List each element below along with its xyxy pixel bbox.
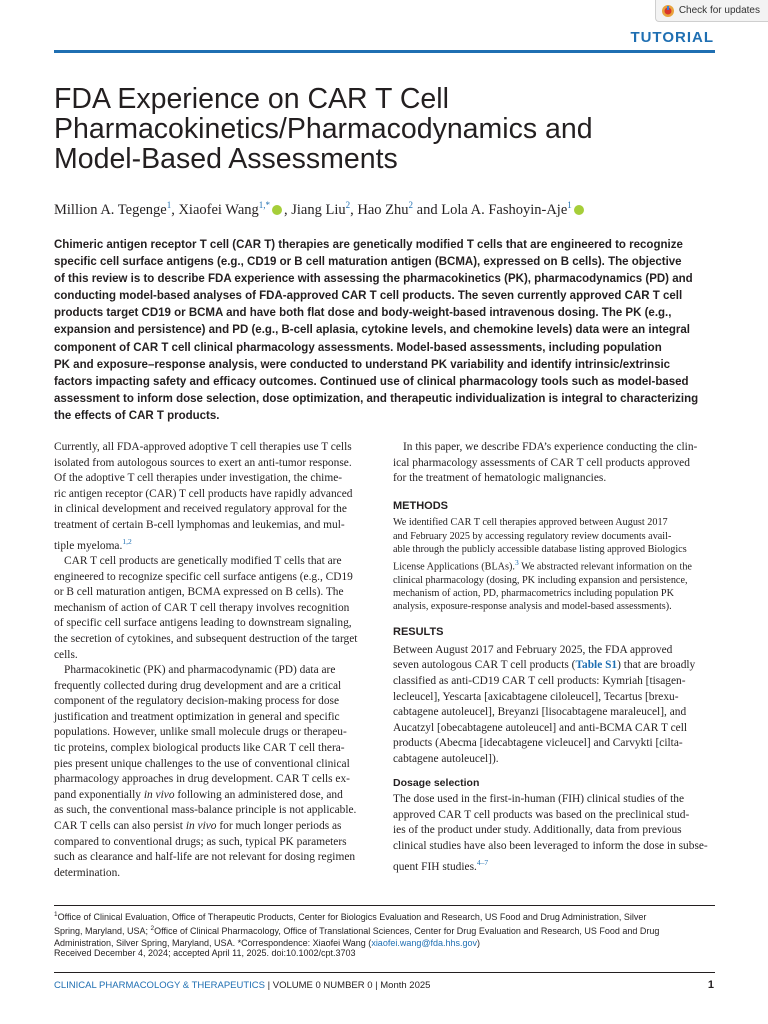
body-line: clinical studies have also been leveraged to inform the dose in subse-	[393, 839, 708, 852]
author-affiliation[interactable]: 1,*	[258, 200, 271, 210]
body-line: Of the adoptive T cell therapies under investigation, the chime-	[54, 472, 343, 485]
author-name: Jiang Liu	[291, 201, 346, 218]
body-line: component of the regulatory decision-making process for dose	[54, 695, 339, 708]
page-number: 1	[707, 979, 714, 991]
author-affiliation[interactable]: 1	[567, 200, 572, 210]
body-line: cabtagene autoleucel], Breyanzi [lisocabtagene maraleucel], and	[393, 706, 687, 719]
body-line: such as clearance and half-life are not relevant for dosing regimen	[54, 851, 356, 864]
header-divider	[54, 50, 715, 53]
body-line: License Applications (BLAs).$^3$ We abstracted relevant information on the	[393, 557, 692, 573]
body-line: and February 2025 by accessing regulatory review documents avail-	[393, 530, 672, 542]
body-column-left	[54, 440, 376, 881]
body-line: mechanism of action of CAR T cell therapy involves recognition	[54, 601, 350, 614]
abstract	[54, 237, 716, 425]
issue-info: | VOLUME 0 NUMBER 0 | Month 2025	[265, 980, 431, 991]
body-line: tiple myeloma.$^{1,2}$	[54, 536, 132, 552]
author-name: Xiaofei Wang	[178, 201, 259, 218]
received-dates: Received December 4, 2024; accepted April 11, 2025. doi:10.1002/cpt.3703	[54, 948, 356, 958]
abstract-line: Chimeric antigen receptor T cell (CAR T) therapies are genetically modified T cells that are engineered to recognize	[54, 239, 683, 251]
author-affiliation[interactable]: 1	[166, 200, 172, 210]
body-line: We identified CAR T cell therapies approved between August 2017	[393, 517, 668, 529]
table-s1-link[interactable]: Table S1	[575, 659, 618, 672]
body-line: in clinical development and received regulatory approval for the	[54, 503, 347, 516]
body-line: engineered to recognize specific cell surface antigens (e.g., CD19	[54, 570, 353, 583]
abstract-line: assessment to inform dose selection, dose optimization, and therapeutic individualization is integral to characterizing	[54, 392, 699, 405]
body-line: products (Abecma [idecabtagene vicleucel] and Carvykti [cilta-	[393, 737, 683, 750]
body-line: of specific cell surface antigens leading to downstream signaling,	[54, 617, 352, 630]
author-list: Million A. Tegenge$^1$, Xiaofei Wang$^{1,*}$ , Jiang Liu$^2$, Hao Zhu$^2$ and Lola A. Fashoyin-Aje$^1$	[54, 200, 714, 219]
body-line: analysis, exposure-response analysis and model-based assessments).	[393, 600, 672, 612]
orcid-icon[interactable]	[574, 205, 584, 215]
author-name: Hao Zhu	[357, 201, 409, 218]
body-line: as such, the conventional mass-balance principle is not applicable.	[54, 804, 357, 817]
body-line: pharmacology approaches in drug development. CAR T cells ex-	[54, 773, 350, 786]
body-line: frequently collected during drug development and are a critical	[54, 679, 342, 692]
body-line: quent FIH studies.$^{4-7}$	[393, 857, 489, 873]
body-line: CAR T cell products are genetically modified T cells that are	[64, 554, 342, 567]
abstract-line: of this review is to describe FDA experience with assessing the pharmacokinetics (PK), pharmacodynamics (PD) and	[54, 273, 693, 286]
footnote-divider	[54, 905, 715, 906]
abstract-line: component of CAR T cell clinical pharmacology assessments. Model-based assessments, including population	[54, 341, 662, 354]
author-name: Lola A. Fashoyin-Aje	[441, 201, 568, 218]
author-affiliation[interactable]: 2	[345, 200, 351, 210]
title-line: Pharmacokinetics/Pharmacodynamics and	[54, 113, 593, 145]
body-line: CAR T cells can also persist in vivo for much longer periods as	[54, 820, 342, 833]
body-line: for the treatment of hematologic malignancies.	[393, 472, 607, 485]
body-line: lecleucel], Yescarta [axicabtagene ciloleucel], Tecartus [brexu-	[393, 690, 679, 703]
body-line: In this paper, we describe FDA’s experience conducting the clin-	[403, 441, 698, 453]
results-heading: RESULTS	[393, 626, 444, 639]
citation-link[interactable]: 1,2	[122, 536, 132, 546]
methods-heading: METHODS	[393, 499, 448, 512]
check-for-updates-label: Check for updates	[678, 5, 760, 16]
orcid-icon[interactable]	[272, 205, 282, 215]
body-line: able through the publicly accessible database listing approved Biologics	[393, 543, 687, 555]
abstract-line: conducting model-based analyses of FDA-approved CAR T cell products. The seven currently approved CAR T cell	[54, 290, 683, 303]
body-line: ies of the product under study. Additionally, data from previous	[393, 824, 682, 837]
body-line: treatment of certain B-cell lymphomas and leukemias, and mul-	[54, 518, 345, 531]
body-line: determination.	[54, 866, 121, 879]
body-line: Currently, all FDA-approved adoptive T cell therapies use T cells	[54, 441, 352, 453]
abstract-line: specific cell surface antigens (e.g., CD19 or B cell maturation antigen (BCMA), expressed on B cells). The objective	[54, 256, 682, 269]
body-line: clinical pharmacology (dosing, PK including expansion and persistence,	[393, 574, 688, 586]
abstract-line: the effects of CAR T products.	[54, 409, 220, 422]
body-line: tic proteins, complex biological products like CAR T cell thera-	[54, 742, 345, 755]
body-line: isolated from autologous sources to exert an anti-tumor response.	[54, 456, 352, 469]
title-line: Model-Based Assessments	[54, 143, 398, 175]
author-name: Million A. Tegenge	[54, 201, 167, 218]
abstract-line: factors impacting safety and efficacy outcomes. Continued use of clinical pharmacology tools such as model-based	[54, 375, 689, 388]
body-line: ric antigen receptor (CAR) T cell products have rapidly advanced	[54, 487, 353, 500]
body-line: seven autologous CAR T cell products (Table S1) that are broadly	[393, 659, 696, 672]
body-line: ical pharmacology assessments of CAR T cell products approved	[393, 456, 690, 469]
body-line: the secretion of cytokines, and subsequent destruction of the target	[54, 632, 358, 645]
body-line: pand exponentially in vivo following an administered dose, and	[54, 788, 343, 801]
dosage-selection-heading: Dosage selection	[393, 776, 480, 789]
body-column-right	[393, 440, 715, 875]
body-line: mechanism of action, PD, pharmacometrics including population PK	[393, 587, 674, 599]
body-line: populations. However, unlike small molecule drugs or therapeu-	[54, 726, 347, 739]
footer-divider	[54, 972, 715, 973]
abstract-line: products target CD19 or BCMA and have both flat dose and body-weight-based intravenous dosing. The PK (e.g.,	[54, 307, 672, 320]
body-line: or B cell maturation antigen, BCMA expressed on B cells). The	[54, 586, 344, 599]
citation-link[interactable]: 4–7	[476, 857, 489, 867]
abstract-line: expansion and persistence) and PD (e.g., B-cell aplasia, cytokine levels, and chemokine levels) data were an integral	[54, 324, 690, 337]
body-line: Pharmacokinetic (PK) and pharmacodynamic (PD) data are	[64, 664, 336, 677]
journal-footer	[54, 980, 430, 991]
journal-name: CLINICAL PHARMACOLOGY & THERAPEUTICS	[54, 980, 265, 991]
check-for-updates-button[interactable]	[655, 0, 768, 22]
abstract-line: PK and exposure–response analysis, were conducted to understand PK variability and identify intrinsic/extrinsic	[54, 358, 671, 371]
body-line: Between August 2017 and February 2025, the FDA approved	[393, 643, 673, 656]
section-label: TUTORIAL	[630, 29, 714, 46]
body-line: The dose used in the first-in-human (FIH) clinical studies of the	[393, 793, 685, 806]
methods-text	[393, 516, 715, 613]
affiliations-footnote: $^1$Office of Clinical Evaluation, Office of Therapeutic Products, Center for Biologics Evaluation and Research, US Food and Drug Administration, Silver Spring, Maryland, USA; $^2$Office of Clinical Pharmacology, Office of Translational Sciences, Center for Drug Evaluation and Research, US Food and Drug Administration, Silver Spring, Maryland, USA. *Correspondence: Xiaofei Wang (xiaofei.wang@fda.hhs.gov)	[54, 911, 660, 949]
body-line: pies present unique challenges to the use of conventional clinical	[54, 757, 350, 770]
body-line: cabtagene autoleucel]).	[393, 752, 499, 765]
author-affiliation[interactable]: 2	[408, 200, 414, 210]
body-line: compared to conventional drugs; as such, typical PK parameters	[54, 835, 347, 848]
crossmark-icon	[662, 5, 674, 17]
body-line: classified as anti-CD19 CAR T cell products: Kymriah [tisagen-	[393, 674, 686, 687]
citation-link[interactable]: 3	[514, 557, 519, 567]
body-line: Aucatzyl [obecabtagene autoleucel] and anti-BCMA CAR T cell	[393, 721, 688, 734]
body-line: approved CAR T cell products was based on the preclinical stud-	[393, 808, 690, 821]
correspondence-email-link[interactable]: xiaofei.wang@fda.hhs.gov	[371, 938, 478, 949]
article-title	[54, 84, 714, 174]
body-line: cells.	[54, 648, 78, 661]
body-line: justification and treatment optimization in general and specific	[54, 710, 340, 723]
title-line: FDA Experience on CAR T Cell	[54, 83, 449, 115]
